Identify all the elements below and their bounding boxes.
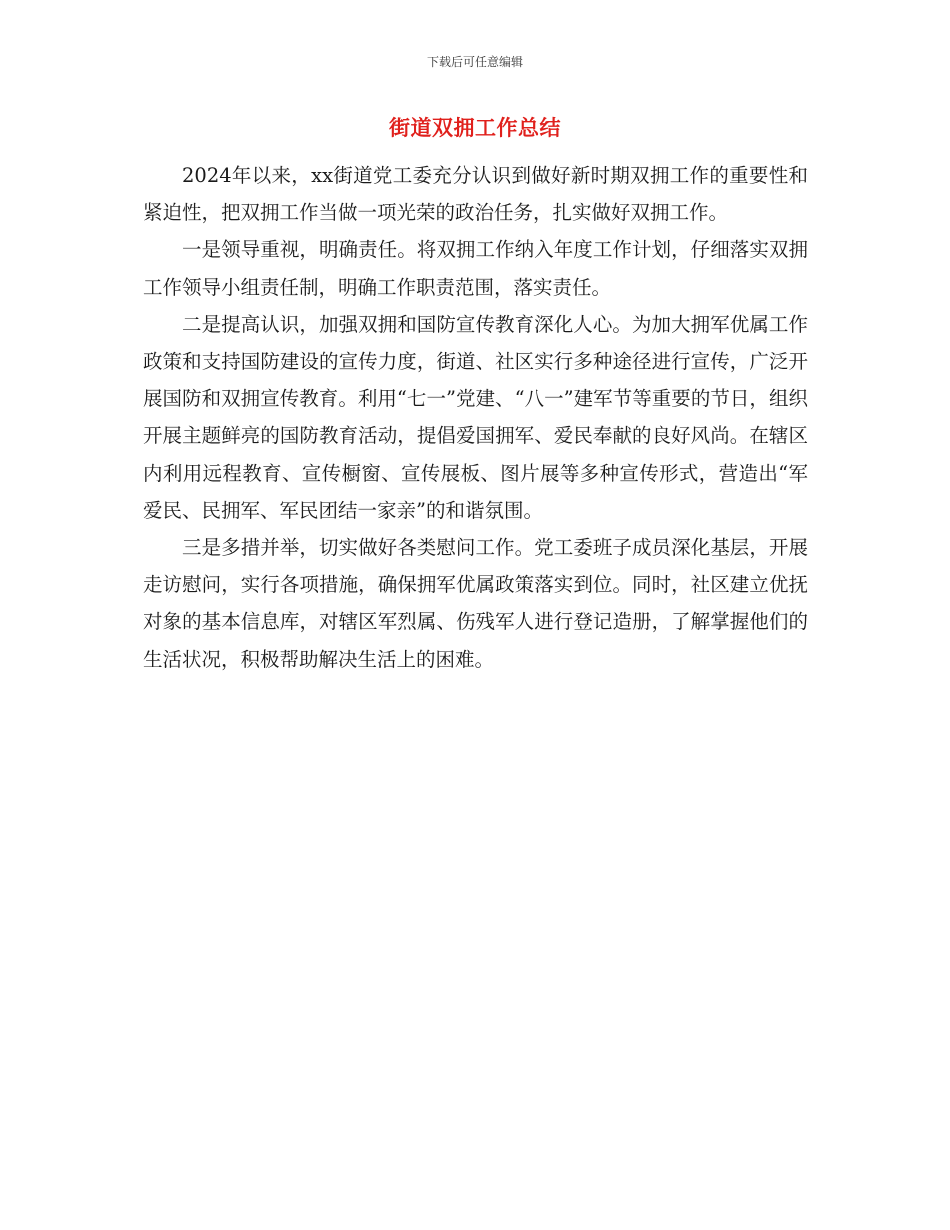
paragraph-condolence: 三是多措并举，切实做好各类慰问工作。党工委班子成员深化基层，开展走访慰问，实行各项措施，确保拥军优属政策落实到位。同时，社区建立优抚对象的基本信息库，对辖区军烈属、伤残军人进行登记造册，了解掌握他们的生活状况，积极帮助解决生活上的困难。 <box>143 536 808 671</box>
paragraph-awareness: 二是提高认识，加强双拥和国防宣传教育深化人心。为加大拥军优属工作政策和支持国防建设的宣传力度，街道、社区实行多种途径进行宣传，广泛开展国防和双拥宣传教育。利用“七一”党建、“八一”建军节等重要的节日，组织开展主题鲜亮的国防教育活动，提倡爱国拥军、爱民奉献的良好风尚。在辖区内利用远程教育、宣传橱窗、宣传展板、图片展等多种宣传形式，营造出“军爱民、民拥军、军民团结一家亲”的和谐氛围。 <box>143 312 808 522</box>
paragraph-intro: 2024年以来，xx街道党工委充分认识到做好新时期双拥工作的重要性和紧迫性，把双拥工作当做一项光荣的政治任务，扎实做好双拥工作。 <box>143 164 808 225</box>
header-note: 下载后可任意编辑 <box>426 55 523 69</box>
paragraph-leadership: 一是领导重视，明确责任。将双拥工作纳入年度工作计划，仔细落实双拥工作领导小组责任制，明确工作职责范围，落实责任。 <box>143 238 808 299</box>
document-title: 街道双拥工作总结 <box>389 116 561 140</box>
document-body <box>143 157 808 678</box>
